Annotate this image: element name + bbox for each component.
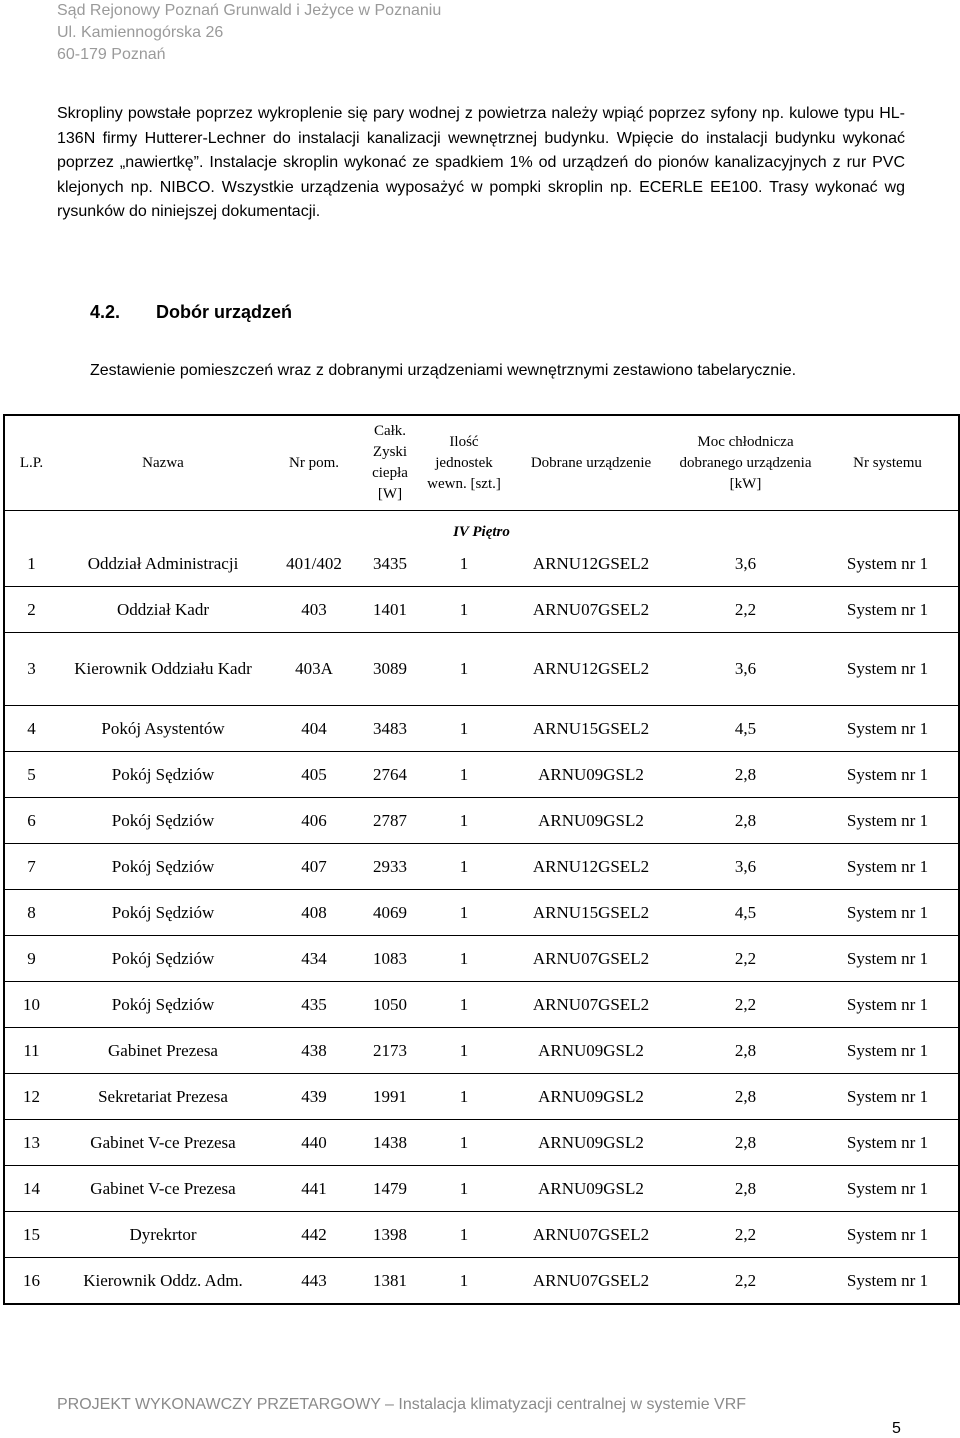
cell-name: Pokój Asystentów: [58, 706, 268, 752]
section-title: Dobór urządzeń: [156, 302, 293, 322]
table-row: [4, 1166, 959, 1212]
cell-heat-gains: 4069: [360, 890, 420, 936]
header-lp: L.P.: [4, 415, 58, 511]
cell-heat-gains: 1991: [360, 1074, 420, 1120]
cell-cooling-power: 2,2: [674, 1212, 817, 1258]
cell-lp: 2: [4, 587, 58, 633]
cell-selected-unit: ARNU09GSL2: [508, 1166, 674, 1212]
cell-lp: 7: [4, 844, 58, 890]
cell-heat-gains: 1050: [360, 982, 420, 1028]
cell-cooling-power: 2,2: [674, 587, 817, 633]
table-row: [4, 798, 959, 844]
cell-room-number: 401/402: [268, 541, 360, 587]
header-unit-count: Ilość jednostek wewn. [szt.]: [420, 415, 508, 511]
cell-lp: 15: [4, 1212, 58, 1258]
cell-unit-count: 1: [420, 936, 508, 982]
page-number: 5: [892, 1420, 901, 1437]
cell-heat-gains: 1083: [360, 936, 420, 982]
cell-name: Pokój Sędziów: [58, 982, 268, 1028]
cell-unit-count: 1: [420, 890, 508, 936]
cell-room-number: 442: [268, 1212, 360, 1258]
cell-cooling-power: 2,8: [674, 1028, 817, 1074]
cell-heat-gains: 3089: [360, 633, 420, 706]
table-row: [4, 1212, 959, 1258]
table-row: [4, 1258, 959, 1305]
cell-room-number: 434: [268, 936, 360, 982]
cell-unit-count: 1: [420, 844, 508, 890]
cell-selected-unit: ARNU07GSEL2: [508, 1258, 674, 1305]
cell-lp: 6: [4, 798, 58, 844]
cell-unit-count: 1: [420, 982, 508, 1028]
cell-cooling-power: 3,6: [674, 541, 817, 587]
cell-room-number: 408: [268, 890, 360, 936]
cell-system-number: System nr 1: [817, 798, 959, 844]
cell-unit-count: 1: [420, 1120, 508, 1166]
cell-room-number: 438: [268, 1028, 360, 1074]
cell-cooling-power: 2,8: [674, 798, 817, 844]
cell-cooling-power: 2,8: [674, 1120, 817, 1166]
cell-name: Dyrekrtor: [58, 1212, 268, 1258]
header-name: Nazwa: [58, 415, 268, 511]
cell-selected-unit: ARNU09GSL2: [508, 1120, 674, 1166]
header-cooling-power: Moc chłodnicza dobranego urządzenia [kW]: [674, 415, 817, 511]
cell-system-number: System nr 1: [817, 844, 959, 890]
cell-unit-count: 1: [420, 706, 508, 752]
cell-name: Oddział Administracji: [58, 541, 268, 587]
cell-room-number: 405: [268, 752, 360, 798]
document-header: [57, 0, 441, 66]
cell-system-number: System nr 1: [817, 633, 959, 706]
header-street: Ul. Kamiennogórska 26: [57, 24, 224, 41]
cell-cooling-power: 3,6: [674, 844, 817, 890]
cell-unit-count: 1: [420, 541, 508, 587]
cell-system-number: System nr 1: [817, 1120, 959, 1166]
cell-unit-count: 1: [420, 752, 508, 798]
cell-cooling-power: 4,5: [674, 706, 817, 752]
cell-room-number: 440: [268, 1120, 360, 1166]
table-row: [4, 587, 959, 633]
header-system-number: Nr systemu: [817, 415, 959, 511]
table-intro: Zestawienie pomieszczeń wraz z dobranymi urządzeniami wewnętrznymi zestawiono tabelarycznie.: [90, 362, 797, 379]
cell-name: Oddział Kadr: [58, 587, 268, 633]
cell-system-number: System nr 1: [817, 1258, 959, 1305]
cell-heat-gains: 1398: [360, 1212, 420, 1258]
cell-system-number: System nr 1: [817, 706, 959, 752]
section-number: 4.2.: [90, 302, 121, 322]
cell-lp: 13: [4, 1120, 58, 1166]
cell-heat-gains: 1479: [360, 1166, 420, 1212]
section-heading: [90, 302, 292, 323]
cell-cooling-power: 4,5: [674, 890, 817, 936]
cell-unit-count: 1: [420, 1074, 508, 1120]
cell-unit-count: 1: [420, 1258, 508, 1305]
cell-unit-count: 1: [420, 798, 508, 844]
table-row: [4, 633, 959, 706]
table-header-row: [4, 415, 959, 511]
cell-cooling-power: 2,2: [674, 1258, 817, 1305]
cell-room-number: 441: [268, 1166, 360, 1212]
cell-selected-unit: ARNU12GSEL2: [508, 541, 674, 587]
cell-system-number: System nr 1: [817, 982, 959, 1028]
cell-selected-unit: ARNU12GSEL2: [508, 633, 674, 706]
cell-system-number: System nr 1: [817, 936, 959, 982]
cell-selected-unit: ARNU09GSL2: [508, 798, 674, 844]
cell-system-number: System nr 1: [817, 1166, 959, 1212]
cell-selected-unit: ARNU12GSEL2: [508, 844, 674, 890]
cell-system-number: System nr 1: [817, 1212, 959, 1258]
cell-cooling-power: 2,8: [674, 1074, 817, 1120]
cell-lp: 1: [4, 541, 58, 587]
cell-lp: 16: [4, 1258, 58, 1305]
cell-name: Pokój Sędziów: [58, 844, 268, 890]
cell-heat-gains: 1438: [360, 1120, 420, 1166]
cell-unit-count: 1: [420, 587, 508, 633]
cell-heat-gains: 3483: [360, 706, 420, 752]
table-row: [4, 1120, 959, 1166]
cell-heat-gains: 1381: [360, 1258, 420, 1305]
cell-name: Pokój Sędziów: [58, 936, 268, 982]
cell-room-number: 406: [268, 798, 360, 844]
cell-heat-gains: 2764: [360, 752, 420, 798]
cell-system-number: System nr 1: [817, 752, 959, 798]
table-row: [4, 1074, 959, 1120]
cell-system-number: System nr 1: [817, 541, 959, 587]
header-selected-unit: Dobrane urządzenie: [508, 415, 674, 511]
cell-cooling-power: 2,2: [674, 982, 817, 1028]
cell-lp: 8: [4, 890, 58, 936]
floor-label: IV Piętro: [453, 524, 510, 540]
cell-name: Pokój Sędziów: [58, 890, 268, 936]
cell-name: Gabinet V-ce Prezesa: [58, 1120, 268, 1166]
cell-heat-gains: 2933: [360, 844, 420, 890]
cell-lp: 3: [4, 633, 58, 706]
header-heat-gains: Całk. Zyski ciepła [W]: [360, 415, 420, 511]
table-row: [4, 982, 959, 1028]
cell-cooling-power: 2,2: [674, 936, 817, 982]
cell-selected-unit: ARNU09GSL2: [508, 1074, 674, 1120]
table-row: [4, 1028, 959, 1074]
cell-cooling-power: 3,6: [674, 633, 817, 706]
cell-lp: 4: [4, 706, 58, 752]
cell-name: Sekretariat Prezesa: [58, 1074, 268, 1120]
cell-selected-unit: ARNU09GSL2: [508, 752, 674, 798]
cell-lp: 11: [4, 1028, 58, 1074]
cell-name: Kierownik Oddziału Kadr: [58, 633, 268, 706]
cell-room-number: 407: [268, 844, 360, 890]
cell-room-number: 435: [268, 982, 360, 1028]
cell-system-number: System nr 1: [817, 890, 959, 936]
cell-lp: 10: [4, 982, 58, 1028]
cell-unit-count: 1: [420, 633, 508, 706]
document-footer: PROJEKT WYKONAWCZY PRZETARGOWY – Instalacja klimatyzacji centralnej w systemie VRF: [57, 1396, 747, 1413]
cell-cooling-power: 2,8: [674, 1166, 817, 1212]
cell-heat-gains: 1401: [360, 587, 420, 633]
cell-system-number: System nr 1: [817, 1028, 959, 1074]
floor-row: [4, 511, 959, 542]
cell-name: Pokój Sędziów: [58, 752, 268, 798]
header-court-name: Sąd Rejonowy Poznań Grunwald i Jeżyce w Poznaniu: [57, 2, 442, 19]
cell-name: Pokój Sędziów: [58, 798, 268, 844]
cell-heat-gains: 3435: [360, 541, 420, 587]
cell-selected-unit: ARNU15GSEL2: [508, 706, 674, 752]
table-row: [4, 844, 959, 890]
table-row: [4, 936, 959, 982]
table-row: [4, 706, 959, 752]
cell-unit-count: 1: [420, 1212, 508, 1258]
cell-name: Gabinet V-ce Prezesa: [58, 1166, 268, 1212]
cell-unit-count: 1: [420, 1166, 508, 1212]
cell-heat-gains: 2787: [360, 798, 420, 844]
cell-lp: 9: [4, 936, 58, 982]
cell-selected-unit: ARNU07GSEL2: [508, 936, 674, 982]
cell-selected-unit: ARNU07GSEL2: [508, 1212, 674, 1258]
cell-lp: 12: [4, 1074, 58, 1120]
cell-name: Kierownik Oddz. Adm.: [58, 1258, 268, 1305]
cell-room-number: 403: [268, 587, 360, 633]
cell-selected-unit: ARNU09GSL2: [508, 1028, 674, 1074]
room-units-table: [3, 414, 960, 1305]
table-row: [4, 890, 959, 936]
cell-lp: 5: [4, 752, 58, 798]
condensate-paragraph: Skropliny powstałe poprzez wykroplenie się pary wodnej z powietrza należy wpiąć poprzez syfony np. kulowe typu HL-136N firmy Hutterer-Lechner do instalacji kanalizacji wewnętrznej budynku. Wpięcie do instalacji budynku wykonać poprzez „nawiertkę”. Instalacje skroplin wykonać ze spadkiem 1% od urządzeń do pionów kanalizacyjnych z rur PVC klejonych np. NIBCO. Wszystkie urządzenia wyposażyć w pompki skroplin np. ECERLE EE100. Trasy wykonać wg rysunków do niniejszej dokumentacji.: [57, 105, 905, 220]
cell-room-number: 443: [268, 1258, 360, 1305]
cell-system-number: System nr 1: [817, 1074, 959, 1120]
cell-unit-count: 1: [420, 1028, 508, 1074]
cell-lp: 14: [4, 1166, 58, 1212]
cell-selected-unit: ARNU07GSEL2: [508, 982, 674, 1028]
cell-cooling-power: 2,8: [674, 752, 817, 798]
cell-room-number: 439: [268, 1074, 360, 1120]
table-row: [4, 752, 959, 798]
cell-system-number: System nr 1: [817, 587, 959, 633]
cell-room-number: 403A: [268, 633, 360, 706]
cell-name: Gabinet Prezesa: [58, 1028, 268, 1074]
header-room-number: Nr pom.: [268, 415, 360, 511]
cell-selected-unit: ARNU15GSEL2: [508, 890, 674, 936]
cell-heat-gains: 2173: [360, 1028, 420, 1074]
cell-room-number: 404: [268, 706, 360, 752]
header-postal-city: 60-179 Poznań: [57, 46, 166, 63]
table-row: [4, 541, 959, 587]
cell-selected-unit: ARNU07GSEL2: [508, 587, 674, 633]
